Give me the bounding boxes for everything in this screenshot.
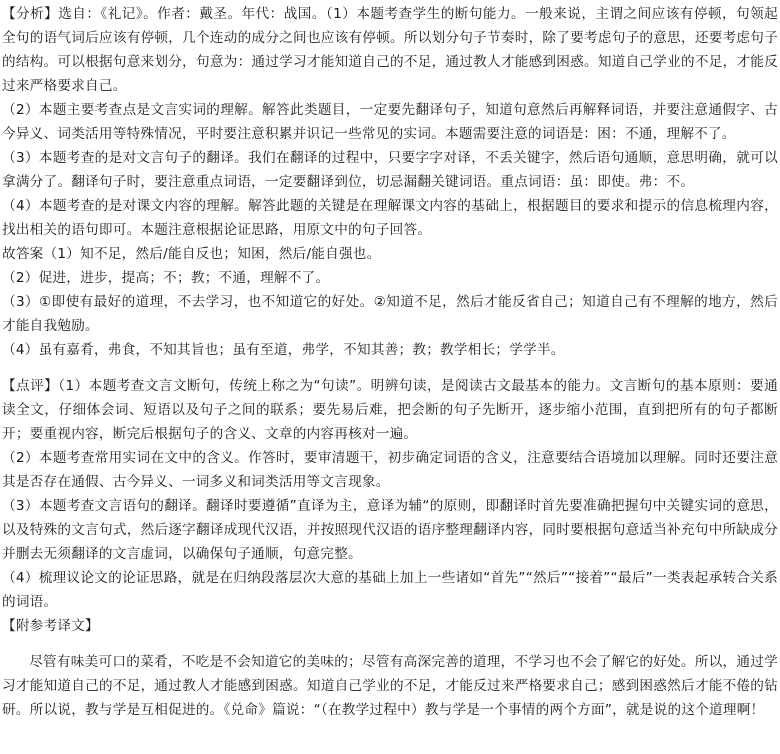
comment-item-2: （2）本题考查常用实词在文中的含义。作答时，要审清题干，初步确定词语的含义，注意要结合语境加以理解。同时还要注意其是否存在通假、古今异义、一词多义和词类活用等文言现象。 (2, 450, 778, 490)
comment-intro (2, 374, 778, 446)
translation-gap (2, 638, 778, 650)
comment-item-1: （1）本题考查文言文断句，传统上称之为“句读”。明辨句读，是阅读古文最基本的能力。文言断句的基本原则：要通读全文，仔细体会词、短语以及句子之间的联系；要先易后难，把会断的句子先断开，逐步缩小范围，直到把所有的句子都断开；要重视内容，断完后根据句子的含义、文章的内容再核对一遍。 (2, 378, 778, 442)
analysis-item-1: 选自：《礼记》。作者：戴圣。年代：战国。（1）本题考查学生的断句能力。一般来说，主谓之间应该有停顿，句领起全句的语气词后应该有停顿，几个连动的成分之间也应该有停顿。所以划分句子节奏时，除了要考虑句子的意思，还要考虑句子的结构。可以根据句意来划分，句意为：通过学习才能知道自己的不足，通过教人才能感到困惑。知道自己学业的不足，才能反过来严格要求自己。 (2, 6, 778, 94)
section-gap (2, 362, 778, 374)
comment-item-4: （4）梳理议论文的论证思路，就是在归纳段落层次大意的基础上加上一些诸如“首先”“然后”“接着”“最后”一类表起承转合关系的词语。 (2, 570, 778, 610)
answer-2: （2）促进，进步，提高；不；教；不通，理解不了。 (2, 270, 330, 286)
analysis-item-3: （3）本题考查的是对文言句子的翻译。我们在翻译的过程中，只要字字对译，不丢关键字，然后语句通顺，意思明确，就可以拿满分了。翻译句子时，要注意重点词语，一定要翻译到位，切忌漏翻关键词语。重点词语：虽：即使。弗：不。 (2, 150, 778, 190)
answer-1: 故答案（1）知不足，然后/能自反也；知困，然后/能自强也。 (2, 246, 381, 262)
comment-item-3: （3）本题考查文言语句的翻译。翻译时要遵循”直译为主，意译为辅“的原则，即翻译时首先要准确把握句中关键实词的意思，以及特殊的文言句式，然后逐字翻译成现代汉语，并按照现代汉语的语序整理翻译内容，同时要根据句意适当补充句中所缺成分并删去无须翻译的文言虚词，以确保句子通顺，句意完整。 (2, 498, 778, 562)
analysis-item-4: （4）本题考查的是对课文内容的理解。解答此题的关键是在理解课文内容的基础上，根据题目的要求和提示的信息梳理内容，找出相关的语句即可。本题注意根据论证思路，用原文中的句子回答。 (2, 198, 778, 238)
answer-4: （4）虽有嘉肴，弗食，不知其旨也；虽有至道，弗学，不知其善；教；教学相长；学学半。 (2, 342, 565, 358)
analysis-intro (2, 2, 778, 98)
translation-label: 【附参考译文】 (2, 618, 99, 634)
translation-text: 尽管有味美可口的菜肴，不吃是不会知道它的美味的；尽管有高深完善的道理，不学习也不会了解它的好处。所以，通过学习才能知道自己的不足，通过教人才能感到困惑。知道自己学业的不足，才能反过来严格要求自己；感到困惑然后才能不倦的钻研。所以说，教与学是互相促进的。《兑命》篇说：“（在教学过程中）教与学是一个事情的两个方面”，就是说的这个道理啊！ (2, 654, 778, 718)
comment-label: 【点评】 (2, 378, 59, 394)
document (2, 2, 778, 722)
answer-3: （3）①即使有最好的道理，不去学习，也不知道它的好处。②知道不足，然后才能反省自己；知道自己有不理解的地方，然后才能自我勉励。 (2, 294, 778, 334)
analysis-label: 【分析】 (2, 6, 59, 22)
analysis-item-2: （2）本题主要考查点是文言实词的理解。解答此类题目，一定要先翻译句子，知道句意然后再解释词语，并要注意通假字、古今异义、词类活用等特殊情况，平时要注意积累并识记一些常见的实词。本题需要注意的词语是：困：不通，理解不了。 (2, 102, 778, 142)
